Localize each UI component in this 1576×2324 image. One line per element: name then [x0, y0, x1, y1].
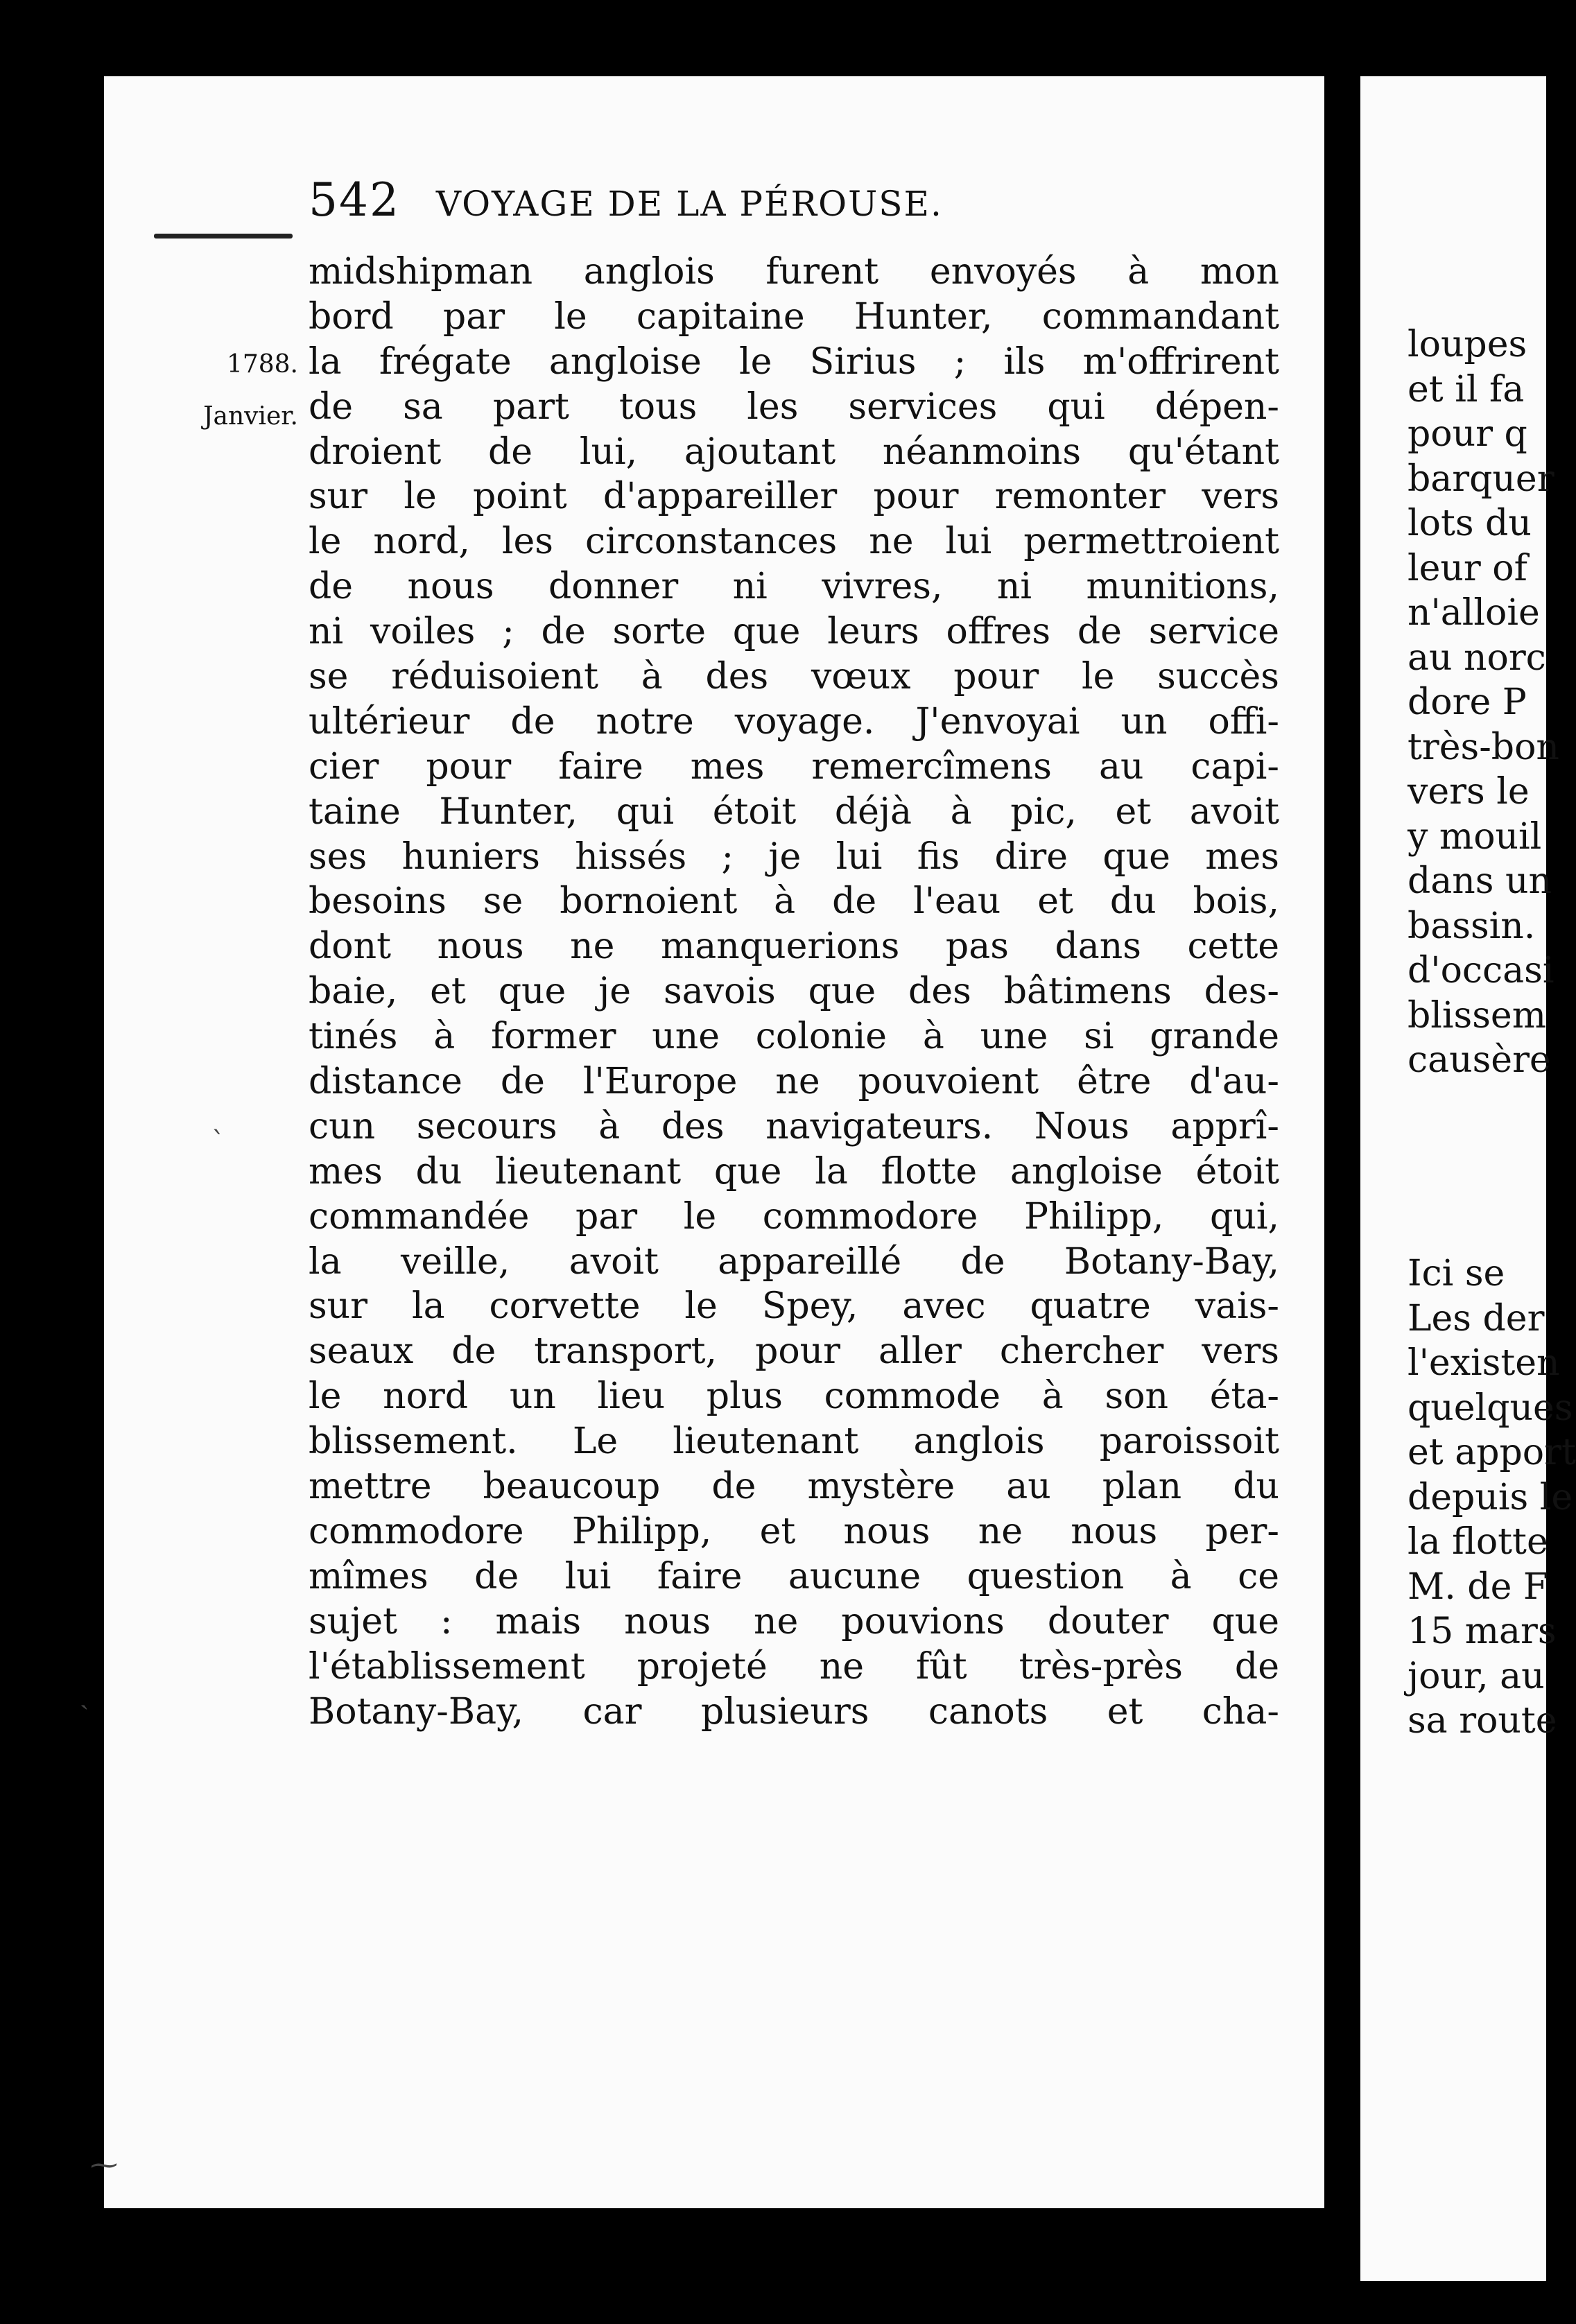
body-text	[309, 250, 1279, 1734]
text-line: cun secours à des navigateurs. Nous apprî-	[309, 1105, 1279, 1147]
text-line: y mouil	[1408, 815, 1542, 858]
text-line: 15 mars	[1408, 1611, 1557, 1652]
text-line: seaux de transport, pour aller chercher vers	[309, 1330, 1279, 1373]
text-line: mîmes de lui faire aucune question à ce	[309, 1555, 1279, 1597]
text-line: l'existen	[1408, 1342, 1560, 1384]
text-line: la flotte	[1408, 1521, 1548, 1563]
running-title: VOYAGE DE LA PÉROUSE.	[435, 184, 943, 224]
text-line: très-bon	[1408, 726, 1559, 768]
text-line: le nord un lieu plus commode à son éta-	[309, 1376, 1279, 1418]
text-line: depuis le	[1408, 1476, 1573, 1518]
text-line: taine Hunter, qui étoit déjà à pic, et avoit	[309, 790, 1279, 833]
text-line: droient de lui, ajoutant néanmoins qu'étant	[309, 431, 1279, 473]
text-line: ses huniers hissés ; je lui fis dire que mes	[309, 835, 1279, 878]
text-line: l'établissement projeté ne fût très-près de	[309, 1645, 1279, 1688]
right-page-upper-text	[1408, 322, 1574, 1083]
text-line: se réduisoient à des vœux pour le succès	[309, 656, 1279, 698]
ink-mark: ˋ	[211, 1127, 225, 1159]
text-line: midshipman anglois furent envoyés à mon	[309, 251, 1279, 293]
text-line: bord par le capitaine Hunter, commandant	[309, 295, 1279, 338]
text-line: tinés à former une colonie à une si grande	[309, 1016, 1279, 1058]
text-line: et apport	[1408, 1432, 1576, 1473]
text-line: leur of	[1408, 547, 1527, 589]
text-line: de sa part tous les services qui dépen-	[309, 385, 1279, 428]
text-line: vers le	[1408, 771, 1530, 813]
text-line: dans un	[1408, 860, 1552, 902]
margin-month: Janvier.	[203, 402, 298, 431]
text-line: mettre beaucoup de mystère au plan du	[309, 1466, 1279, 1508]
text-line: distance de l'Europe ne pouvoient être d'au-	[309, 1061, 1279, 1103]
text-line: causère	[1408, 1039, 1551, 1081]
text-line: blissement. Le lieutenant anglois paroissoit	[309, 1421, 1279, 1463]
text-line: commandée par le commodore Philipp, qui,	[309, 1195, 1279, 1238]
text-line: barquer	[1408, 458, 1555, 500]
text-line: sa route	[1408, 1700, 1557, 1742]
text-line: Les der	[1408, 1297, 1545, 1339]
margin-rule	[154, 234, 293, 239]
text-line: sur la corvette le Spey, avec quatre vais-	[309, 1285, 1279, 1328]
right-page-lower-text	[1408, 1251, 1574, 1744]
margin-year: 1788.	[226, 350, 298, 379]
text-line: besoins se bornoient à de l'eau et du bois,	[309, 881, 1279, 923]
running-head	[309, 173, 1279, 227]
text-line: dore P	[1408, 682, 1527, 723]
text-line: bassin.	[1408, 905, 1536, 947]
text-line: M. de F	[1408, 1566, 1548, 1608]
text-line: de nous donner ni vivres, ni munitions,	[309, 566, 1279, 608]
text-line: jour, au	[1408, 1655, 1545, 1697]
text-line: et il fa	[1408, 368, 1525, 410]
text-line: blissem	[1408, 994, 1547, 1037]
text-line: mes du lieutenant que la flotte angloise étoit	[309, 1150, 1279, 1193]
text-line: n'alloie	[1408, 592, 1540, 634]
text-line: Botany-Bay, car plusieurs canots et cha-	[309, 1690, 1279, 1733]
text-line: la veille, avoit appareillé de Botany-Bay,	[309, 1240, 1279, 1283]
text-line: cier pour faire mes remercîmens au capi-	[309, 745, 1279, 788]
text-line: au norc	[1408, 636, 1546, 679]
text-line: quelques	[1408, 1387, 1573, 1429]
text-line: lots du	[1408, 503, 1532, 544]
text-line: d'occasi	[1408, 950, 1555, 991]
ink-mark: ˎ	[80, 1679, 89, 1710]
text-line: dont nous ne manquerions pas dans cette	[309, 926, 1279, 968]
text-line: pour q	[1408, 413, 1527, 455]
text-line: Ici se	[1408, 1253, 1505, 1294]
text-line: le nord, les circonstances ne lui permettroient	[309, 521, 1279, 563]
text-line: commodore Philipp, et nous ne nous per-	[309, 1510, 1279, 1552]
text-line: ni voiles ; de sorte que leurs offres de service	[309, 611, 1279, 653]
text-line: ultérieur de notre voyage. J'envoyai un offi-	[309, 700, 1279, 743]
ink-mark: ⁓	[90, 2149, 118, 2181]
text-line: sur le point d'appareiller pour remonter vers	[309, 476, 1279, 518]
text-line: loupes	[1408, 324, 1527, 365]
page-number: 542	[309, 173, 400, 227]
text-line: la frégate angloise le Sirius ; ils m'offrirent	[309, 340, 1279, 383]
text-line: baie, et que je savois que des bâtimens des-	[309, 971, 1279, 1013]
text-line: sujet : mais nous ne pouvions douter que	[309, 1600, 1279, 1642]
